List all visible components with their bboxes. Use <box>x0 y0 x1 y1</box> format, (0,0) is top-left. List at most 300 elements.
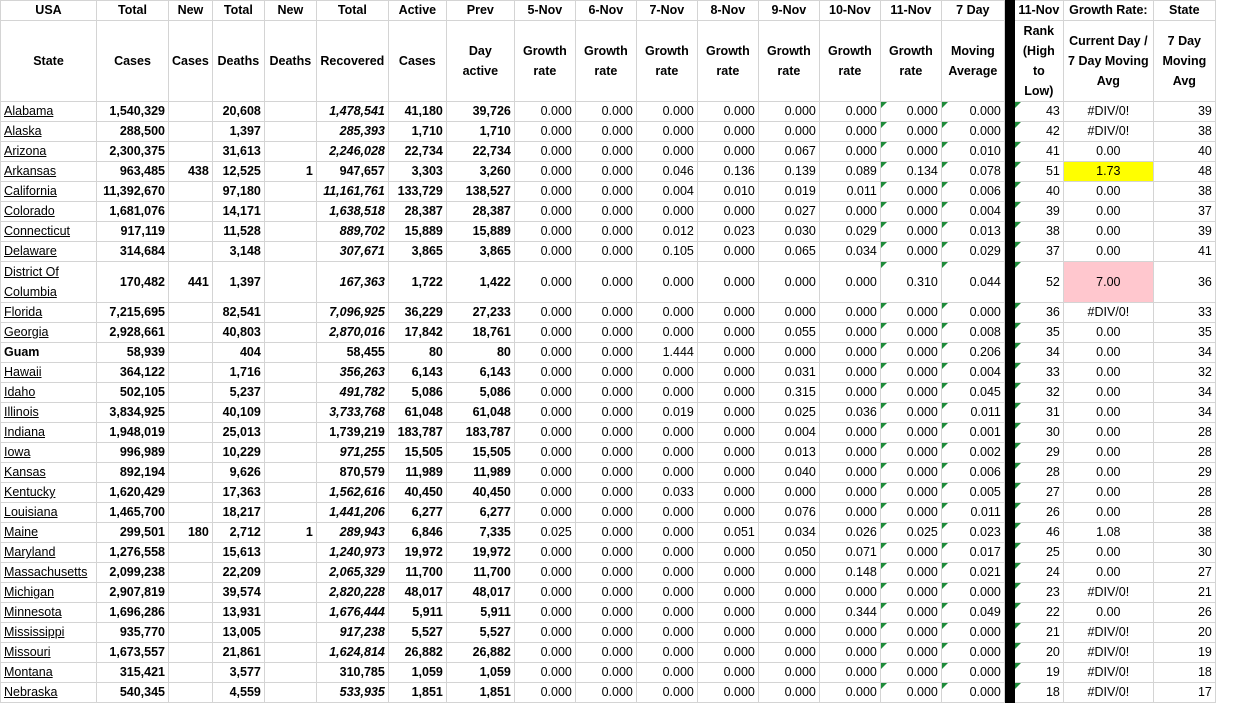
new-deaths-cell[interactable] <box>264 303 316 323</box>
current-day-ratio-cell[interactable]: 0.00 <box>1063 483 1153 503</box>
prev-day-active-cell[interactable]: 1,851 <box>446 683 514 703</box>
rank-cell[interactable]: 22 <box>1014 603 1063 623</box>
new-cases-cell[interactable] <box>169 363 213 383</box>
moving-average-cell[interactable]: 0.001 <box>941 423 1004 443</box>
growth-rate-cell[interactable]: 0.000 <box>575 463 636 483</box>
active-cases-cell[interactable]: 61,048 <box>388 403 446 423</box>
state-moving-avg-cell[interactable]: 21 <box>1153 583 1215 603</box>
header-cell[interactable]: Cases <box>388 21 446 102</box>
rank-cell[interactable]: 30 <box>1014 423 1063 443</box>
growth-rate-cell[interactable]: 0.000 <box>514 222 575 242</box>
growth-rate-cell[interactable]: 0.000 <box>697 102 758 122</box>
growth-rate-cell[interactable]: 0.029 <box>819 222 880 242</box>
rank-cell[interactable]: 35 <box>1014 323 1063 343</box>
growth-rate-cell[interactable]: 0.000 <box>819 683 880 703</box>
header-cell[interactable]: 7 Day <box>941 1 1004 21</box>
total-deaths-cell[interactable]: 9,626 <box>212 463 264 483</box>
state-moving-avg-cell[interactable]: 32 <box>1153 363 1215 383</box>
moving-average-cell[interactable]: 0.021 <box>941 563 1004 583</box>
growth-rate-cell[interactable]: 0.000 <box>697 503 758 523</box>
total-cases-cell[interactable]: 1,681,076 <box>97 202 169 222</box>
growth-rate-cell[interactable]: 0.000 <box>575 323 636 343</box>
current-day-ratio-cell[interactable]: 1.08 <box>1063 523 1153 543</box>
total-cases-cell[interactable]: 540,345 <box>97 683 169 703</box>
current-day-ratio-cell[interactable]: 0.00 <box>1063 443 1153 463</box>
moving-average-cell[interactable]: 0.006 <box>941 463 1004 483</box>
growth-rate-cell[interactable]: 0.000 <box>514 142 575 162</box>
header-cell[interactable]: 11-Nov <box>1014 1 1063 21</box>
prev-day-active-cell[interactable]: 15,889 <box>446 222 514 242</box>
new-deaths-cell[interactable]: 1 <box>264 523 316 543</box>
new-deaths-cell[interactable] <box>264 543 316 563</box>
growth-rate-cell[interactable]: 0.000 <box>697 543 758 563</box>
new-cases-cell[interactable] <box>169 343 213 363</box>
new-cases-cell[interactable]: 441 <box>169 262 213 303</box>
new-cases-cell[interactable]: 438 <box>169 162 213 182</box>
moving-average-cell[interactable]: 0.045 <box>941 383 1004 403</box>
header-cell[interactable]: Growth rate <box>758 21 819 102</box>
state-name-cell[interactable]: Arkansas <box>1 162 97 182</box>
moving-average-cell[interactable]: 0.008 <box>941 323 1004 343</box>
new-cases-cell[interactable] <box>169 323 213 343</box>
state-name-cell[interactable]: Mississippi <box>1 623 97 643</box>
growth-rate-cell[interactable]: 0.000 <box>880 363 941 383</box>
new-deaths-cell[interactable] <box>264 583 316 603</box>
total-deaths-cell[interactable]: 404 <box>212 343 264 363</box>
growth-rate-cell[interactable]: 0.000 <box>880 503 941 523</box>
prev-day-active-cell[interactable]: 1,422 <box>446 262 514 303</box>
growth-rate-cell[interactable]: 0.000 <box>880 222 941 242</box>
growth-rate-cell[interactable]: 0.000 <box>575 683 636 703</box>
growth-rate-cell[interactable]: 0.011 <box>819 182 880 202</box>
state-moving-avg-cell[interactable]: 28 <box>1153 443 1215 463</box>
growth-rate-cell[interactable]: 0.000 <box>636 303 697 323</box>
total-cases-cell[interactable]: 1,620,429 <box>97 483 169 503</box>
state-name-cell[interactable]: Louisiana <box>1 503 97 523</box>
header-cell[interactable]: 5-Nov <box>514 1 575 21</box>
growth-rate-cell[interactable]: 0.000 <box>758 683 819 703</box>
growth-rate-cell[interactable]: 0.000 <box>697 142 758 162</box>
active-cases-cell[interactable]: 5,527 <box>388 623 446 643</box>
growth-rate-cell[interactable]: 0.000 <box>758 603 819 623</box>
current-day-ratio-cell[interactable]: 0.00 <box>1063 563 1153 583</box>
state-moving-avg-cell[interactable]: 28 <box>1153 483 1215 503</box>
moving-average-cell[interactable]: 0.004 <box>941 202 1004 222</box>
prev-day-active-cell[interactable]: 3,260 <box>446 162 514 182</box>
growth-rate-cell[interactable]: 0.071 <box>819 543 880 563</box>
current-day-ratio-cell[interactable]: #DIV/0! <box>1063 122 1153 142</box>
growth-rate-cell[interactable]: 0.000 <box>636 543 697 563</box>
total-cases-cell[interactable]: 288,500 <box>97 122 169 142</box>
prev-day-active-cell[interactable]: 48,017 <box>446 583 514 603</box>
state-name-cell[interactable]: Minnesota <box>1 603 97 623</box>
recovered-cell[interactable]: 7,096,925 <box>316 303 388 323</box>
prev-day-active-cell[interactable]: 6,143 <box>446 363 514 383</box>
recovered-cell[interactable]: 491,782 <box>316 383 388 403</box>
state-moving-avg-cell[interactable]: 39 <box>1153 102 1215 122</box>
total-cases-cell[interactable]: 7,215,695 <box>97 303 169 323</box>
growth-rate-cell[interactable]: 0.000 <box>819 202 880 222</box>
growth-rate-cell[interactable]: 0.000 <box>697 483 758 503</box>
growth-rate-cell[interactable]: 0.000 <box>880 643 941 663</box>
recovered-cell[interactable]: 2,065,329 <box>316 563 388 583</box>
recovered-cell[interactable]: 167,363 <box>316 262 388 303</box>
growth-rate-cell[interactable]: 0.000 <box>819 663 880 683</box>
total-deaths-cell[interactable]: 1,397 <box>212 262 264 303</box>
active-cases-cell[interactable]: 28,387 <box>388 202 446 222</box>
growth-rate-cell[interactable]: 0.051 <box>697 523 758 543</box>
recovered-cell[interactable]: 870,579 <box>316 463 388 483</box>
growth-rate-cell[interactable]: 0.004 <box>636 182 697 202</box>
recovered-cell[interactable]: 2,820,228 <box>316 583 388 603</box>
growth-rate-cell[interactable]: 0.000 <box>636 463 697 483</box>
active-cases-cell[interactable]: 15,505 <box>388 443 446 463</box>
growth-rate-cell[interactable]: 0.000 <box>697 603 758 623</box>
growth-rate-cell[interactable]: 0.000 <box>697 262 758 303</box>
growth-rate-cell[interactable]: 0.000 <box>636 663 697 683</box>
growth-rate-cell[interactable]: 1.444 <box>636 343 697 363</box>
state-name-cell[interactable]: Massachusetts <box>1 563 97 583</box>
growth-rate-cell[interactable]: 0.027 <box>758 202 819 222</box>
state-name-cell[interactable]: Indiana <box>1 423 97 443</box>
active-cases-cell[interactable]: 6,277 <box>388 503 446 523</box>
growth-rate-cell[interactable]: 0.000 <box>697 443 758 463</box>
growth-rate-cell[interactable]: 0.000 <box>636 503 697 523</box>
moving-average-cell[interactable]: 0.023 <box>941 523 1004 543</box>
growth-rate-cell[interactable]: 0.000 <box>758 643 819 663</box>
growth-rate-cell[interactable]: 0.000 <box>514 683 575 703</box>
state-moving-avg-cell[interactable]: 37 <box>1153 202 1215 222</box>
growth-rate-cell[interactable]: 0.000 <box>514 463 575 483</box>
new-deaths-cell[interactable] <box>264 563 316 583</box>
current-day-ratio-cell[interactable]: #DIV/0! <box>1063 663 1153 683</box>
growth-rate-cell[interactable]: 0.000 <box>880 483 941 503</box>
growth-rate-cell[interactable]: 0.000 <box>880 323 941 343</box>
growth-rate-cell[interactable]: 0.026 <box>819 523 880 543</box>
moving-average-cell[interactable]: 0.011 <box>941 503 1004 523</box>
new-deaths-cell[interactable] <box>264 142 316 162</box>
total-deaths-cell[interactable]: 18,217 <box>212 503 264 523</box>
header-cell[interactable]: State <box>1153 1 1215 21</box>
growth-rate-cell[interactable]: 0.000 <box>758 343 819 363</box>
growth-rate-cell[interactable]: 0.000 <box>636 443 697 463</box>
recovered-cell[interactable]: 2,870,016 <box>316 323 388 343</box>
active-cases-cell[interactable]: 48,017 <box>388 583 446 603</box>
new-deaths-cell[interactable] <box>264 443 316 463</box>
growth-rate-cell[interactable]: 0.000 <box>697 583 758 603</box>
header-cell[interactable]: Growth rate <box>575 21 636 102</box>
new-deaths-cell[interactable] <box>264 683 316 703</box>
growth-rate-cell[interactable]: 0.000 <box>880 603 941 623</box>
new-deaths-cell[interactable] <box>264 343 316 363</box>
growth-rate-cell[interactable]: 0.000 <box>575 182 636 202</box>
growth-rate-cell[interactable]: 0.000 <box>575 663 636 683</box>
active-cases-cell[interactable]: 183,787 <box>388 423 446 443</box>
growth-rate-cell[interactable]: 0.000 <box>575 403 636 423</box>
growth-rate-cell[interactable]: 0.315 <box>758 383 819 403</box>
growth-rate-cell[interactable]: 0.000 <box>819 262 880 303</box>
total-deaths-cell[interactable]: 11,528 <box>212 222 264 242</box>
active-cases-cell[interactable]: 22,734 <box>388 142 446 162</box>
moving-average-cell[interactable]: 0.005 <box>941 483 1004 503</box>
total-cases-cell[interactable]: 2,099,238 <box>97 563 169 583</box>
active-cases-cell[interactable]: 40,450 <box>388 483 446 503</box>
growth-rate-cell[interactable]: 0.034 <box>758 523 819 543</box>
growth-rate-cell[interactable]: 0.000 <box>575 122 636 142</box>
active-cases-cell[interactable]: 1,851 <box>388 683 446 703</box>
current-day-ratio-cell[interactable]: #DIV/0! <box>1063 303 1153 323</box>
total-deaths-cell[interactable]: 3,148 <box>212 242 264 262</box>
recovered-cell[interactable]: 889,702 <box>316 222 388 242</box>
rank-cell[interactable]: 28 <box>1014 463 1063 483</box>
growth-rate-cell[interactable]: 0.000 <box>758 623 819 643</box>
header-cell[interactable]: 7-Nov <box>636 1 697 21</box>
new-deaths-cell[interactable] <box>264 182 316 202</box>
growth-rate-cell[interactable]: 0.000 <box>514 563 575 583</box>
moving-average-cell[interactable]: 0.000 <box>941 643 1004 663</box>
rank-cell[interactable]: 23 <box>1014 583 1063 603</box>
state-moving-avg-cell[interactable]: 36 <box>1153 262 1215 303</box>
state-name-cell[interactable]: Guam <box>1 343 97 363</box>
growth-rate-cell[interactable]: 0.000 <box>636 683 697 703</box>
total-cases-cell[interactable]: 170,482 <box>97 262 169 303</box>
growth-rate-cell[interactable]: 0.000 <box>514 603 575 623</box>
new-cases-cell[interactable] <box>169 182 213 202</box>
rank-cell[interactable]: 26 <box>1014 503 1063 523</box>
recovered-cell[interactable]: 1,478,541 <box>316 102 388 122</box>
total-deaths-cell[interactable]: 1,716 <box>212 363 264 383</box>
header-cell[interactable]: Deaths <box>212 21 264 102</box>
growth-rate-cell[interactable]: 0.089 <box>819 162 880 182</box>
total-cases-cell[interactable]: 299,501 <box>97 523 169 543</box>
new-cases-cell[interactable] <box>169 503 213 523</box>
growth-rate-cell[interactable]: 0.065 <box>758 242 819 262</box>
total-cases-cell[interactable]: 935,770 <box>97 623 169 643</box>
moving-average-cell[interactable]: 0.006 <box>941 182 1004 202</box>
growth-rate-cell[interactable]: 0.000 <box>636 323 697 343</box>
current-day-ratio-cell[interactable]: 0.00 <box>1063 142 1153 162</box>
total-deaths-cell[interactable]: 39,574 <box>212 583 264 603</box>
prev-day-active-cell[interactable]: 138,527 <box>446 182 514 202</box>
state-moving-avg-cell[interactable]: 30 <box>1153 543 1215 563</box>
moving-average-cell[interactable]: 0.000 <box>941 122 1004 142</box>
prev-day-active-cell[interactable]: 39,726 <box>446 102 514 122</box>
state-moving-avg-cell[interactable]: 33 <box>1153 303 1215 323</box>
prev-day-active-cell[interactable]: 18,761 <box>446 323 514 343</box>
growth-rate-cell[interactable]: 0.000 <box>575 643 636 663</box>
total-deaths-cell[interactable]: 31,613 <box>212 142 264 162</box>
header-cell[interactable]: Active <box>388 1 446 21</box>
new-deaths-cell[interactable] <box>264 242 316 262</box>
header-cell[interactable]: Current Day / 7 Day Moving Avg <box>1063 21 1153 102</box>
rank-cell[interactable]: 34 <box>1014 343 1063 363</box>
growth-rate-cell[interactable]: 0.148 <box>819 563 880 583</box>
new-deaths-cell[interactable] <box>264 262 316 303</box>
total-deaths-cell[interactable]: 13,005 <box>212 623 264 643</box>
total-cases-cell[interactable]: 315,421 <box>97 663 169 683</box>
current-day-ratio-cell[interactable]: 0.00 <box>1063 383 1153 403</box>
new-cases-cell[interactable] <box>169 202 213 222</box>
growth-rate-cell[interactable]: 0.000 <box>514 663 575 683</box>
growth-rate-cell[interactable]: 0.000 <box>880 182 941 202</box>
state-name-cell[interactable]: Maryland <box>1 543 97 563</box>
growth-rate-cell[interactable]: 0.000 <box>575 162 636 182</box>
growth-rate-cell[interactable]: 0.000 <box>697 303 758 323</box>
recovered-cell[interactable]: 2,246,028 <box>316 142 388 162</box>
current-day-ratio-cell[interactable]: 0.00 <box>1063 242 1153 262</box>
moving-average-cell[interactable]: 0.000 <box>941 623 1004 643</box>
prev-day-active-cell[interactable]: 11,700 <box>446 563 514 583</box>
growth-rate-cell[interactable]: 0.000 <box>575 483 636 503</box>
moving-average-cell[interactable]: 0.000 <box>941 583 1004 603</box>
state-moving-avg-cell[interactable]: 19 <box>1153 643 1215 663</box>
growth-rate-cell[interactable]: 0.000 <box>575 623 636 643</box>
total-deaths-cell[interactable]: 40,109 <box>212 403 264 423</box>
growth-rate-cell[interactable]: 0.000 <box>697 663 758 683</box>
recovered-cell[interactable]: 58,455 <box>316 343 388 363</box>
recovered-cell[interactable]: 289,943 <box>316 523 388 543</box>
total-cases-cell[interactable]: 314,684 <box>97 242 169 262</box>
prev-day-active-cell[interactable]: 183,787 <box>446 423 514 443</box>
recovered-cell[interactable]: 3,733,768 <box>316 403 388 423</box>
growth-rate-cell[interactable]: 0.000 <box>819 142 880 162</box>
total-cases-cell[interactable]: 1,948,019 <box>97 423 169 443</box>
state-name-cell[interactable]: Hawaii <box>1 363 97 383</box>
new-deaths-cell[interactable] <box>264 503 316 523</box>
total-deaths-cell[interactable]: 4,559 <box>212 683 264 703</box>
total-deaths-cell[interactable]: 25,013 <box>212 423 264 443</box>
total-deaths-cell[interactable]: 13,931 <box>212 603 264 623</box>
state-moving-avg-cell[interactable]: 17 <box>1153 683 1215 703</box>
header-cell[interactable]: Growth rate <box>819 21 880 102</box>
growth-rate-cell[interactable]: 0.000 <box>758 303 819 323</box>
total-cases-cell[interactable]: 1,696,286 <box>97 603 169 623</box>
growth-rate-cell[interactable]: 0.004 <box>758 423 819 443</box>
growth-rate-cell[interactable]: 0.046 <box>636 162 697 182</box>
new-cases-cell[interactable] <box>169 222 213 242</box>
growth-rate-cell[interactable]: 0.040 <box>758 463 819 483</box>
new-deaths-cell[interactable] <box>264 323 316 343</box>
total-deaths-cell[interactable]: 21,861 <box>212 643 264 663</box>
growth-rate-cell[interactable]: 0.000 <box>575 603 636 623</box>
state-name-cell[interactable]: District Of Columbia <box>1 262 97 303</box>
active-cases-cell[interactable]: 3,865 <box>388 242 446 262</box>
growth-rate-cell[interactable]: 0.000 <box>636 202 697 222</box>
moving-average-cell[interactable]: 0.044 <box>941 262 1004 303</box>
growth-rate-cell[interactable]: 0.050 <box>758 543 819 563</box>
active-cases-cell[interactable]: 1,722 <box>388 262 446 303</box>
moving-average-cell[interactable]: 0.206 <box>941 343 1004 363</box>
recovered-cell[interactable]: 1,676,444 <box>316 603 388 623</box>
growth-rate-cell[interactable]: 0.000 <box>514 403 575 423</box>
current-day-ratio-cell[interactable]: 0.00 <box>1063 423 1153 443</box>
current-day-ratio-cell[interactable]: 0.00 <box>1063 182 1153 202</box>
header-cell[interactable] <box>1004 1 1014 21</box>
growth-rate-cell[interactable]: 0.000 <box>636 563 697 583</box>
total-cases-cell[interactable]: 1,276,558 <box>97 543 169 563</box>
moving-average-cell[interactable]: 0.004 <box>941 363 1004 383</box>
growth-rate-cell[interactable]: 0.000 <box>758 262 819 303</box>
moving-average-cell[interactable]: 0.029 <box>941 242 1004 262</box>
recovered-cell[interactable]: 917,238 <box>316 623 388 643</box>
header-cell[interactable]: New <box>264 1 316 21</box>
active-cases-cell[interactable]: 3,303 <box>388 162 446 182</box>
total-cases-cell[interactable]: 11,392,670 <box>97 182 169 202</box>
growth-rate-cell[interactable]: 0.000 <box>514 182 575 202</box>
total-deaths-cell[interactable]: 10,229 <box>212 443 264 463</box>
growth-rate-cell[interactable]: 0.000 <box>819 303 880 323</box>
recovered-cell[interactable]: 533,935 <box>316 683 388 703</box>
prev-day-active-cell[interactable]: 11,989 <box>446 463 514 483</box>
active-cases-cell[interactable]: 15,889 <box>388 222 446 242</box>
growth-rate-cell[interactable]: 0.025 <box>880 523 941 543</box>
new-deaths-cell[interactable] <box>264 102 316 122</box>
growth-rate-cell[interactable]: 0.000 <box>575 142 636 162</box>
growth-rate-cell[interactable]: 0.000 <box>697 343 758 363</box>
rank-cell[interactable]: 36 <box>1014 303 1063 323</box>
new-cases-cell[interactable] <box>169 463 213 483</box>
prev-day-active-cell[interactable]: 28,387 <box>446 202 514 222</box>
new-deaths-cell[interactable] <box>264 483 316 503</box>
growth-rate-cell[interactable]: 0.000 <box>636 623 697 643</box>
growth-rate-cell[interactable]: 0.000 <box>880 122 941 142</box>
header-cell[interactable]: 7 Day Moving Avg <box>1153 21 1215 102</box>
total-cases-cell[interactable]: 58,939 <box>97 343 169 363</box>
growth-rate-cell[interactable]: 0.000 <box>819 122 880 142</box>
active-cases-cell[interactable]: 1,710 <box>388 122 446 142</box>
new-cases-cell[interactable] <box>169 423 213 443</box>
rank-cell[interactable]: 39 <box>1014 202 1063 222</box>
growth-rate-cell[interactable]: 0.000 <box>514 483 575 503</box>
total-deaths-cell[interactable]: 2,712 <box>212 523 264 543</box>
growth-rate-cell[interactable]: 0.000 <box>514 503 575 523</box>
new-cases-cell[interactable]: 180 <box>169 523 213 543</box>
state-name-cell[interactable]: Missouri <box>1 643 97 663</box>
state-name-cell[interactable]: Montana <box>1 663 97 683</box>
growth-rate-cell[interactable]: 0.000 <box>636 142 697 162</box>
new-deaths-cell[interactable] <box>264 383 316 403</box>
growth-rate-cell[interactable]: 0.000 <box>514 443 575 463</box>
header-cell[interactable]: 10-Nov <box>819 1 880 21</box>
growth-rate-cell[interactable]: 0.000 <box>636 423 697 443</box>
growth-rate-cell[interactable]: 0.000 <box>575 222 636 242</box>
new-cases-cell[interactable] <box>169 242 213 262</box>
rank-cell[interactable]: 43 <box>1014 102 1063 122</box>
state-moving-avg-cell[interactable]: 38 <box>1153 182 1215 202</box>
growth-rate-cell[interactable]: 0.025 <box>758 403 819 423</box>
state-name-cell[interactable]: Kansas <box>1 463 97 483</box>
prev-day-active-cell[interactable]: 7,335 <box>446 523 514 543</box>
growth-rate-cell[interactable]: 0.000 <box>514 303 575 323</box>
active-cases-cell[interactable]: 80 <box>388 343 446 363</box>
total-cases-cell[interactable]: 1,673,557 <box>97 643 169 663</box>
new-deaths-cell[interactable] <box>264 643 316 663</box>
growth-rate-cell[interactable]: 0.000 <box>880 583 941 603</box>
growth-rate-cell[interactable]: 0.000 <box>514 363 575 383</box>
growth-rate-cell[interactable]: 0.000 <box>514 202 575 222</box>
active-cases-cell[interactable]: 26,882 <box>388 643 446 663</box>
header-cell[interactable]: Cases <box>169 21 213 102</box>
new-deaths-cell[interactable] <box>264 363 316 383</box>
recovered-cell[interactable]: 11,161,761 <box>316 182 388 202</box>
growth-rate-cell[interactable]: 0.000 <box>880 102 941 122</box>
current-day-ratio-cell[interactable]: 0.00 <box>1063 503 1153 523</box>
state-moving-avg-cell[interactable]: 28 <box>1153 423 1215 443</box>
active-cases-cell[interactable]: 6,846 <box>388 523 446 543</box>
state-name-cell[interactable]: Nebraska <box>1 683 97 703</box>
new-cases-cell[interactable] <box>169 403 213 423</box>
header-cell[interactable] <box>1004 21 1014 102</box>
